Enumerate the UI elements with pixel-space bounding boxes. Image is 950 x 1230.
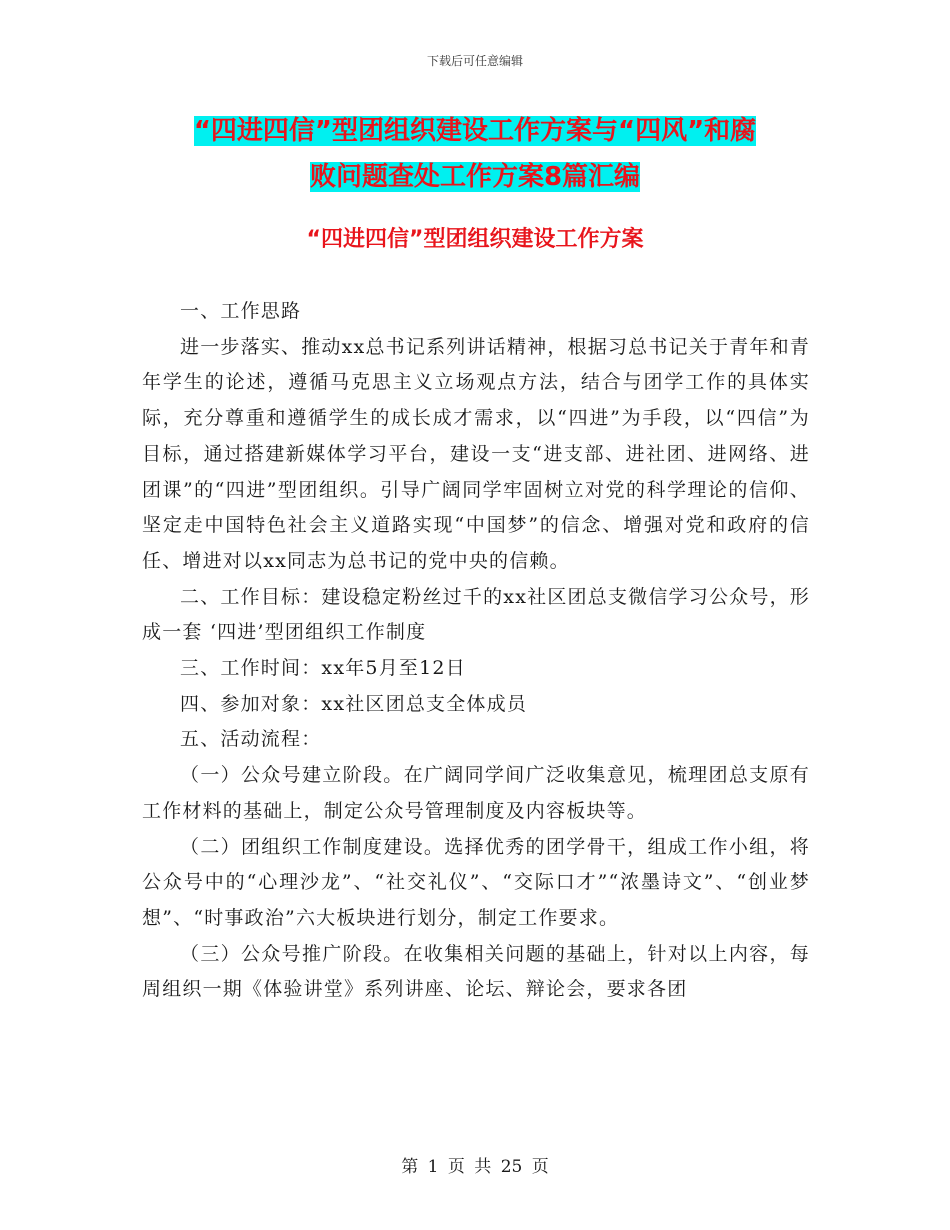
paragraph: 三、工作时间：xx年5月至12日 (180, 657, 466, 680)
paragraph: 二、工作目标：建设稳定粉丝过千的xx社区团总支微信学习公众号，形成一套 ‘四进’型团组织工作制度 (142, 585, 810, 644)
header-note: 下载后可任意编辑 (426, 54, 523, 68)
paragraph-heading-5: 五、活动流程： (180, 728, 322, 751)
paragraph: 四、参加对象：xx社区团总支全体成员 (180, 692, 528, 715)
paragraph: 进一步落实、推动xx总书记系列讲话精神，根据习总书记关于青年和青年学生的论述，遵循马克思主义立场观点方法，结合与团学工作的具体实际，充分尊重和遵循学生的成长成才需求，以“四进”为手段，以“四信”为目标，通过搭建新媒体学习平台，建设一支“进支部、进社团、进网络、进团课”的“四进”型团组织。引导广阔同学牢固树立对党的科学理论的信仰、坚定走中国特色社会主义道路实现“中国梦”的信念、增强对党和政府的信任、增进对以xx同志为总书记的党中央的信赖。 (142, 335, 810, 572)
section-title: “四进四信”型团组织建设工作方案 (306, 227, 644, 252)
main-title-line2: 败问题查处工作方案8篇汇编 (309, 162, 641, 192)
paragraph: （一）公众号建立阶段。在广阔同学间广泛收集意见，梳理团总支原有工作材料的基础上，制定公众号管理制度及内容板块等。 (142, 764, 810, 822)
page-footer: 第 1 页 共 25 页 (401, 1157, 549, 1177)
main-title (140, 108, 810, 200)
paragraph: （二）团组织工作制度建设。选择优秀的团学骨干，组成工作小组，将公众号中的“心理沙龙”、“社交礼仪”、“交际口才”“浓墨诗文”、“创业梦想”、“时事政治”六大板块进行划分，制定工作要求。 (142, 835, 810, 929)
paragraph-heading-1: 一、工作思路 (180, 300, 302, 322)
body-text (142, 294, 810, 1008)
paragraph: （三）公众号推广阶段。在收集相关问题的基础上，针对以上内容，每周组织一期《体验讲堂》系列讲座、论坛、辩论会，要求各团 (142, 942, 810, 1001)
main-title-line1: “四进四信”型团组织建设工作方案与“四风”和腐 (193, 116, 757, 146)
